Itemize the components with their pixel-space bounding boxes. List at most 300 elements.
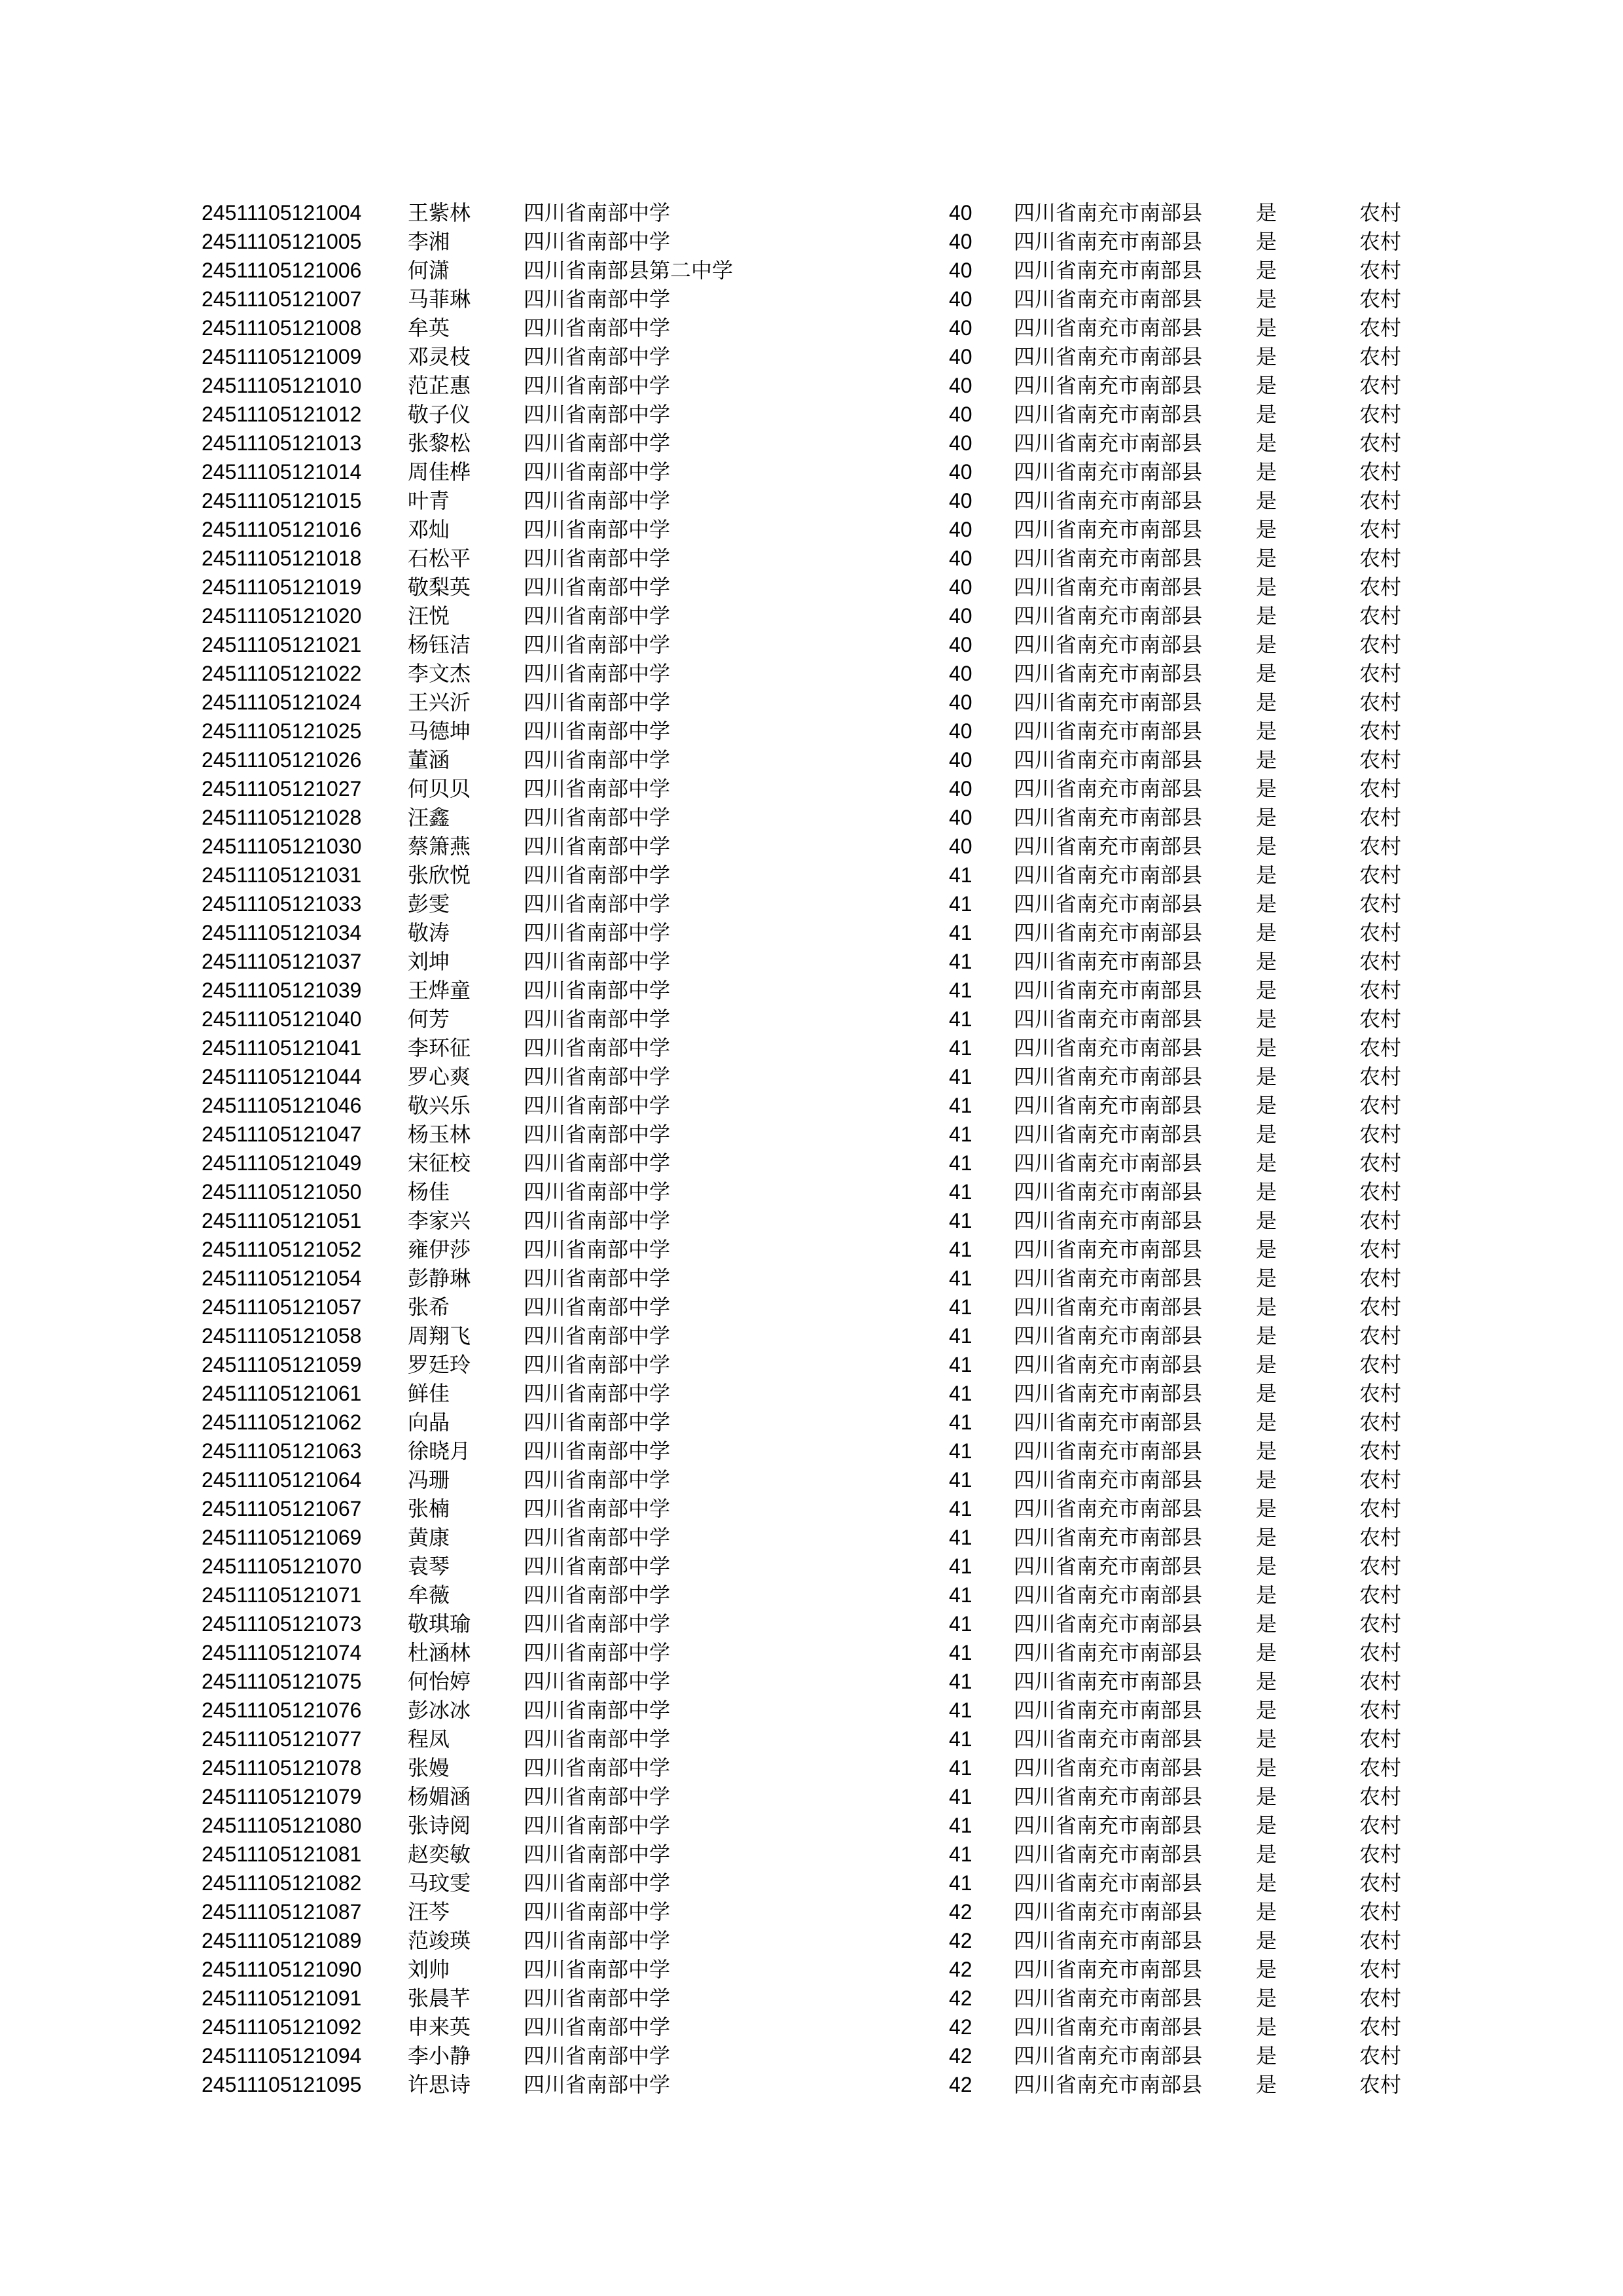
area-type: 农村 <box>1359 2072 1402 2097</box>
score-value: 40 <box>949 431 972 455</box>
student-name: 敬子仪 <box>408 402 471 427</box>
student-id: 24511105121067 <box>202 1497 362 1520</box>
region-name: 四川省南充市南部县 <box>1014 258 1203 283</box>
table-row <box>202 1091 1432 1120</box>
student-id: 24511105121009 <box>202 345 362 368</box>
score-value: 41 <box>949 1122 972 1146</box>
area-type: 农村 <box>1359 1784 1402 1809</box>
student-name: 汪悦 <box>408 603 450 628</box>
region-name: 四川省南充市南部县 <box>1014 776 1203 801</box>
area-type: 农村 <box>1359 1813 1402 1838</box>
table-row <box>202 889 1432 918</box>
school-name: 四川省南部中学 <box>524 1093 671 1118</box>
score-value: 41 <box>949 1324 972 1348</box>
score-value: 41 <box>949 1468 972 1492</box>
flag-value: 是 <box>1256 891 1277 916</box>
region-name: 四川省南充市南部县 <box>1014 719 1203 744</box>
student-id: 24511105121073 <box>202 1612 362 1636</box>
student-id: 24511105121047 <box>202 1122 362 1146</box>
area-type: 农村 <box>1359 1007 1402 1031</box>
score-value: 41 <box>949 892 972 916</box>
student-name: 彭冰冰 <box>408 1698 471 1723</box>
table-row <box>202 1869 1432 1897</box>
student-name: 敬兴乐 <box>408 1093 471 1118</box>
region-name: 四川省南充市南部县 <box>1014 949 1203 974</box>
area-type: 农村 <box>1359 373 1402 398</box>
area-type: 农村 <box>1359 1093 1402 1118</box>
student-id: 24511105121025 <box>202 719 362 743</box>
area-type: 农村 <box>1359 1842 1402 1867</box>
student-name: 王紫林 <box>408 200 471 225</box>
student-name: 邓灵枝 <box>408 344 471 369</box>
score-value: 40 <box>949 460 972 484</box>
flag-value: 是 <box>1256 834 1277 859</box>
area-type: 农村 <box>1359 891 1402 916</box>
table-row <box>202 1264 1432 1293</box>
student-id: 24511105121080 <box>202 1814 362 1837</box>
region-name: 四川省南充市南部县 <box>1014 1928 1203 1953</box>
score-value: 41 <box>949 1209 972 1232</box>
flag-value: 是 <box>1256 488 1277 513</box>
flag-value: 是 <box>1256 1698 1277 1723</box>
school-name: 四川省南部中学 <box>524 1698 671 1723</box>
area-type: 农村 <box>1359 863 1402 888</box>
region-name: 四川省南充市南部县 <box>1014 1467 1203 1492</box>
student-name: 何潇 <box>408 258 450 283</box>
student-id: 24511105121030 <box>202 834 362 858</box>
region-name: 四川省南充市南部县 <box>1014 287 1203 312</box>
flag-value: 是 <box>1256 1352 1277 1377</box>
score-value: 40 <box>949 287 972 311</box>
student-name: 李湘 <box>408 229 450 254</box>
student-name: 牟薇 <box>408 1583 450 1607</box>
student-name: 敬涛 <box>408 920 450 945</box>
student-id: 24511105121090 <box>202 1958 362 1981</box>
area-type: 农村 <box>1359 690 1402 715</box>
school-name: 四川省南部中学 <box>524 1496 671 1521</box>
region-name: 四川省南充市南部县 <box>1014 1986 1203 2011</box>
region-name: 四川省南充市南部县 <box>1014 1698 1203 1723</box>
score-value: 41 <box>949 1756 972 1780</box>
score-value: 41 <box>949 1554 972 1578</box>
area-type: 农村 <box>1359 200 1402 225</box>
table-row <box>202 1782 1432 1811</box>
area-type: 农村 <box>1359 1525 1402 1550</box>
area-type: 农村 <box>1359 517 1402 542</box>
student-name: 张欣悦 <box>408 863 471 888</box>
student-name: 马德坤 <box>408 719 471 744</box>
score-value: 42 <box>949 1900 972 1924</box>
school-name: 四川省南部中学 <box>524 1467 671 1492</box>
score-value: 40 <box>949 518 972 541</box>
student-id: 24511105121095 <box>202 2073 362 2096</box>
student-name: 彭雯 <box>408 891 450 916</box>
region-name: 四川省南充市南部县 <box>1014 1093 1203 1118</box>
region-name: 四川省南充市南部县 <box>1014 1323 1203 1348</box>
student-name: 程凤 <box>408 1727 450 1751</box>
area-type: 农村 <box>1359 1439 1402 1463</box>
table-row <box>202 2070 1432 2099</box>
student-id: 24511105121082 <box>202 1871 362 1895</box>
student-id: 24511105121004 <box>202 201 362 224</box>
area-type: 农村 <box>1359 344 1402 369</box>
flag-value: 是 <box>1256 1179 1277 1204</box>
table-row <box>202 573 1432 601</box>
score-value: 41 <box>949 1842 972 1866</box>
score-value: 40 <box>949 489 972 512</box>
student-name: 罗心爽 <box>408 1064 471 1089</box>
score-value: 41 <box>949 1583 972 1607</box>
flag-value: 是 <box>1256 1813 1277 1838</box>
flag-value: 是 <box>1256 344 1277 369</box>
student-name: 张楠 <box>408 1496 450 1521</box>
flag-value: 是 <box>1256 949 1277 974</box>
table-row <box>202 1206 1432 1235</box>
flag-value: 是 <box>1256 1007 1277 1031</box>
student-id: 24511105121070 <box>202 1554 362 1578</box>
school-name: 四川省南部中学 <box>524 517 671 542</box>
table-row <box>202 1897 1432 1926</box>
student-id: 24511105121027 <box>202 777 362 800</box>
flag-value: 是 <box>1256 1093 1277 1118</box>
score-value: 41 <box>949 1036 972 1060</box>
flag-value: 是 <box>1256 1237 1277 1262</box>
student-id: 24511105121007 <box>202 287 362 311</box>
flag-value: 是 <box>1256 229 1277 254</box>
student-id: 24511105121041 <box>202 1036 362 1060</box>
area-type: 农村 <box>1359 1669 1402 1694</box>
region-name: 四川省南充市南部县 <box>1014 632 1203 657</box>
school-name: 四川省南部中学 <box>524 1151 671 1175</box>
student-id: 24511105121071 <box>202 1583 362 1607</box>
student-id: 24511105121089 <box>202 1929 362 1952</box>
student-name: 汪芩 <box>408 1899 450 1924</box>
area-type: 农村 <box>1359 1266 1402 1291</box>
region-name: 四川省南充市南部县 <box>1014 315 1203 340</box>
table-row <box>202 371 1432 400</box>
school-name: 四川省南部中学 <box>524 1957 671 1982</box>
table-row <box>202 1696 1432 1725</box>
student-id: 24511105121046 <box>202 1094 362 1117</box>
area-type: 农村 <box>1359 1986 1402 2011</box>
table-row <box>202 1235 1432 1264</box>
score-value: 40 <box>949 777 972 800</box>
school-name: 四川省南部中学 <box>524 1122 671 1147</box>
region-name: 四川省南充市南部县 <box>1014 1007 1203 1031</box>
student-id: 24511105121049 <box>202 1151 362 1175</box>
score-value: 41 <box>949 1814 972 1837</box>
region-name: 四川省南充市南部县 <box>1014 200 1203 225</box>
table-row <box>202 227 1432 256</box>
student-name: 鲜佳 <box>408 1381 450 1406</box>
table-row <box>202 285 1432 314</box>
region-name: 四川省南充市南部县 <box>1014 1237 1203 1262</box>
flag-value: 是 <box>1256 1986 1277 2011</box>
student-id: 24511105121059 <box>202 1353 362 1376</box>
region-name: 四川省南充市南部县 <box>1014 1496 1203 1521</box>
flag-value: 是 <box>1256 1381 1277 1406</box>
table-row <box>202 947 1432 976</box>
school-name: 四川省南部中学 <box>524 1208 671 1233</box>
flag-value: 是 <box>1256 661 1277 686</box>
score-value: 40 <box>949 662 972 685</box>
student-name: 董涵 <box>408 747 450 772</box>
score-value: 40 <box>949 748 972 772</box>
area-type: 农村 <box>1359 1496 1402 1521</box>
flag-value: 是 <box>1256 546 1277 571</box>
flag-value: 是 <box>1256 1122 1277 1147</box>
table-row <box>202 774 1432 803</box>
school-name: 四川省南部中学 <box>524 719 671 744</box>
school-name: 四川省南部中学 <box>524 1179 671 1204</box>
student-id: 24511105121021 <box>202 633 362 656</box>
student-name: 张黎松 <box>408 431 471 456</box>
student-name: 李文杰 <box>408 661 471 686</box>
student-id: 24511105121010 <box>202 374 362 397</box>
school-name: 四川省南部中学 <box>524 1266 671 1291</box>
area-type: 农村 <box>1359 1064 1402 1089</box>
region-name: 四川省南充市南部县 <box>1014 603 1203 628</box>
table-row <box>202 1725 1432 1753</box>
flag-value: 是 <box>1256 1525 1277 1550</box>
table-row <box>202 457 1432 486</box>
region-name: 四川省南充市南部县 <box>1014 1813 1203 1838</box>
area-type: 农村 <box>1359 1352 1402 1377</box>
flag-value: 是 <box>1256 1410 1277 1435</box>
student-name: 雍伊莎 <box>408 1237 471 1262</box>
table-row <box>202 1120 1432 1149</box>
flag-value: 是 <box>1256 1640 1277 1665</box>
student-id: 24511105121039 <box>202 978 362 1002</box>
score-value: 41 <box>949 1871 972 1895</box>
school-name: 四川省南部中学 <box>524 1784 671 1809</box>
student-id: 24511105121091 <box>202 1986 362 2010</box>
table-row <box>202 515 1432 544</box>
student-id: 24511105121033 <box>202 892 362 916</box>
student-name: 许思诗 <box>408 2072 471 2097</box>
school-name: 四川省南部中学 <box>524 315 671 340</box>
table-row <box>202 717 1432 745</box>
table-row <box>202 1465 1432 1494</box>
flag-value: 是 <box>1256 402 1277 427</box>
flag-value: 是 <box>1256 1554 1277 1579</box>
school-name: 四川省南部中学 <box>524 1352 671 1377</box>
school-name: 四川省南部中学 <box>524 1727 671 1751</box>
student-id: 24511105121054 <box>202 1266 362 1290</box>
school-name: 四川省南部中学 <box>524 2072 671 2097</box>
area-type: 农村 <box>1359 1179 1402 1204</box>
area-type: 农村 <box>1359 546 1402 571</box>
score-value: 40 <box>949 316 972 340</box>
school-name: 四川省南部中学 <box>524 661 671 686</box>
score-value: 40 <box>949 259 972 282</box>
score-value: 40 <box>949 633 972 656</box>
table-row <box>202 1753 1432 1782</box>
score-value: 40 <box>949 575 972 599</box>
school-name: 四川省南部中学 <box>524 459 671 484</box>
student-id: 24511105121006 <box>202 259 362 282</box>
student-name: 马菲琳 <box>408 287 471 312</box>
flag-value: 是 <box>1256 863 1277 888</box>
table-row <box>202 803 1432 832</box>
flag-value: 是 <box>1256 1611 1277 1636</box>
area-type: 农村 <box>1359 431 1402 456</box>
flag-value: 是 <box>1256 431 1277 456</box>
school-name: 四川省南部中学 <box>524 1640 671 1665</box>
score-value: 42 <box>949 2044 972 2068</box>
student-name: 刘帅 <box>408 1957 450 1982</box>
school-name: 四川省南部中学 <box>524 1899 671 1924</box>
table-row <box>202 1638 1432 1667</box>
school-name: 四川省南部中学 <box>524 546 671 571</box>
school-name: 四川省南部县第二中学 <box>524 258 734 283</box>
student-name: 蔡箫燕 <box>408 834 471 859</box>
score-value: 40 <box>949 403 972 426</box>
flag-value: 是 <box>1256 1064 1277 1089</box>
student-name: 周佳桦 <box>408 459 471 484</box>
region-name: 四川省南充市南部县 <box>1014 1755 1203 1780</box>
score-value: 40 <box>949 691 972 714</box>
region-name: 四川省南充市南部县 <box>1014 2043 1203 2068</box>
score-value: 40 <box>949 604 972 628</box>
student-id: 24511105121019 <box>202 575 362 599</box>
table-row <box>202 1062 1432 1091</box>
school-name: 四川省南部中学 <box>524 488 671 513</box>
score-value: 41 <box>949 1007 972 1031</box>
school-name: 四川省南部中学 <box>524 575 671 600</box>
student-id: 24511105121092 <box>202 2015 362 2039</box>
roster-table <box>202 198 1432 2099</box>
school-name: 四川省南部中学 <box>524 431 671 456</box>
school-name: 四川省南部中学 <box>524 603 671 628</box>
score-value: 41 <box>949 1785 972 1808</box>
student-id: 24511105121078 <box>202 1756 362 1780</box>
student-name: 张嫚 <box>408 1755 450 1780</box>
school-name: 四川省南部中学 <box>524 690 671 715</box>
region-name: 四川省南充市南部县 <box>1014 834 1203 859</box>
area-type: 农村 <box>1359 1640 1402 1665</box>
student-name: 敬梨英 <box>408 575 471 600</box>
student-id: 24511105121075 <box>202 1670 362 1693</box>
flag-value: 是 <box>1256 1496 1277 1521</box>
area-type: 农村 <box>1359 661 1402 686</box>
student-name: 李环征 <box>408 1035 471 1060</box>
score-value: 42 <box>949 1958 972 1981</box>
student-name: 敬琪瑜 <box>408 1611 471 1636</box>
area-type: 农村 <box>1359 1035 1402 1060</box>
table-row <box>202 1523 1432 1552</box>
flag-value: 是 <box>1256 1467 1277 1492</box>
student-id: 24511105121016 <box>202 518 362 541</box>
flag-value: 是 <box>1256 920 1277 945</box>
region-name: 四川省南充市南部县 <box>1014 1525 1203 1550</box>
student-id: 24511105121050 <box>202 1180 362 1204</box>
score-value: 41 <box>949 1295 972 1319</box>
flag-value: 是 <box>1256 200 1277 225</box>
table-row <box>202 1005 1432 1033</box>
flag-value: 是 <box>1256 1928 1277 1953</box>
table-row <box>202 342 1432 371</box>
school-name: 四川省南部中学 <box>524 891 671 916</box>
student-id: 24511105121008 <box>202 316 362 340</box>
table-row <box>202 1667 1432 1696</box>
student-name: 叶青 <box>408 488 450 513</box>
area-type: 农村 <box>1359 1928 1402 1953</box>
student-name: 刘坤 <box>408 949 450 974</box>
table-row <box>202 601 1432 630</box>
student-id: 24511105121081 <box>202 1842 362 1866</box>
region-name: 四川省南充市南部县 <box>1014 1122 1203 1147</box>
student-name: 何贝贝 <box>408 776 471 801</box>
table-row <box>202 1811 1432 1840</box>
student-name: 杨佳 <box>408 1179 450 1204</box>
student-id: 24511105121005 <box>202 230 362 253</box>
area-type: 农村 <box>1359 575 1402 600</box>
region-name: 四川省南充市南部县 <box>1014 1640 1203 1665</box>
area-type: 农村 <box>1359 459 1402 484</box>
flag-value: 是 <box>1256 2072 1277 2097</box>
region-name: 四川省南充市南部县 <box>1014 459 1203 484</box>
table-row <box>202 745 1432 774</box>
table-row <box>202 2041 1432 2070</box>
student-id: 24511105121014 <box>202 460 362 484</box>
area-type: 农村 <box>1359 1410 1402 1435</box>
school-name: 四川省南部中学 <box>524 978 671 1003</box>
region-name: 四川省南充市南部县 <box>1014 229 1203 254</box>
flag-value: 是 <box>1256 1784 1277 1809</box>
student-id: 24511105121076 <box>202 1698 362 1722</box>
student-name: 马玟雯 <box>408 1871 471 1895</box>
school-name: 四川省南部中学 <box>524 1007 671 1031</box>
table-row <box>202 314 1432 342</box>
school-name: 四川省南部中学 <box>524 1928 671 1953</box>
table-row <box>202 198 1432 227</box>
score-value: 40 <box>949 834 972 858</box>
region-name: 四川省南充市南部县 <box>1014 1064 1203 1089</box>
area-type: 农村 <box>1359 2043 1402 2068</box>
student-id: 24511105121069 <box>202 1526 362 1549</box>
table-row <box>202 688 1432 717</box>
student-name: 杜涵林 <box>408 1640 471 1665</box>
flag-value: 是 <box>1256 2043 1277 2068</box>
flag-value: 是 <box>1256 747 1277 772</box>
flag-value: 是 <box>1256 1151 1277 1175</box>
table-row <box>202 630 1432 659</box>
region-name: 四川省南充市南部县 <box>1014 1410 1203 1435</box>
region-name: 四川省南充市南部县 <box>1014 373 1203 398</box>
score-value: 41 <box>949 1094 972 1117</box>
student-id: 24511105121013 <box>202 431 362 455</box>
school-name: 四川省南部中学 <box>524 776 671 801</box>
table-row <box>202 1609 1432 1638</box>
region-name: 四川省南充市南部县 <box>1014 488 1203 513</box>
table-row <box>202 429 1432 457</box>
region-name: 四川省南充市南部县 <box>1014 1381 1203 1406</box>
score-value: 42 <box>949 1986 972 2010</box>
region-name: 四川省南充市南部县 <box>1014 1295 1203 1319</box>
school-name: 四川省南部中学 <box>524 1295 671 1319</box>
student-id: 24511105121020 <box>202 604 362 628</box>
flag-value: 是 <box>1256 603 1277 628</box>
region-name: 四川省南充市南部县 <box>1014 1439 1203 1463</box>
area-type: 农村 <box>1359 315 1402 340</box>
region-name: 四川省南充市南部县 <box>1014 747 1203 772</box>
score-value: 40 <box>949 806 972 829</box>
area-type: 农村 <box>1359 949 1402 974</box>
region-name: 四川省南充市南部县 <box>1014 1842 1203 1867</box>
flag-value: 是 <box>1256 1439 1277 1463</box>
student-id: 24511105121012 <box>202 403 362 426</box>
